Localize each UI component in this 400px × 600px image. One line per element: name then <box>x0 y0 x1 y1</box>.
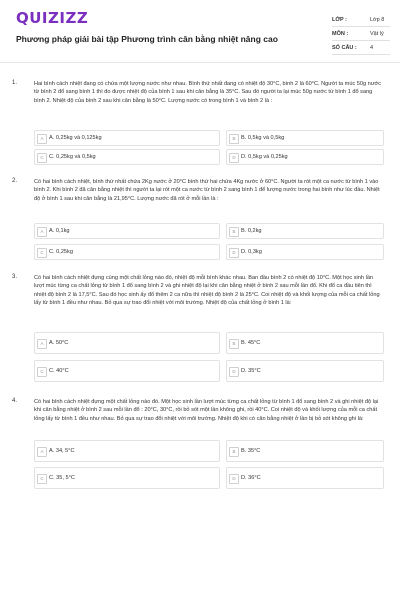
meta-subject-value: Vật lý <box>370 31 384 37</box>
option-text: A. 34, 5°C <box>49 448 75 454</box>
option-letter: A <box>37 227 47 237</box>
option-b[interactable] <box>226 223 384 239</box>
option-a[interactable] <box>34 130 220 146</box>
option-letter: D <box>229 248 239 258</box>
question-number: 2. <box>12 178 18 184</box>
meta-subject-label: MÔN : <box>332 31 349 37</box>
divider <box>332 26 390 27</box>
worksheet-header <box>0 0 400 63</box>
question-text: Có hai bình cách nhiệt đựng một chất lỏng nào đó. Một học sinh lần lượt múc từng ca chất lỏng từ bình 1 đổ sang bình 2 và ghi nhiệt độ lại khi cân bằng nhiệt ở bình 2 sau mỗi lần đổ : 20°C, 30°C, rồi bỏ sót một lần không ghi, rồi 40°C. Coi nhiệt độ và khối lượng của mỗi ca chất lỏng lấy từ bình 1 đều như nhau. Bỏ qua sự trao đổi nhiệt với môi trường. Nhiệt độ khi có cân bằng nhiệt ở lần bị bỏ sót không ghi là: <box>34 399 379 422</box>
option-letter: C <box>37 248 47 258</box>
option-text: A. 0,1kg <box>49 228 70 234</box>
option-text: D. 35°C <box>241 368 261 374</box>
option-text: B. 35°C <box>241 448 261 454</box>
question-text: Hai bình cách nhiệt đang có chứa một lượng nước như nhau. Bình thứ nhất đang có nhiệt độ 30°C, bình 2 là 60°C. Người ta múc 50g nước từ bình 2 đổ sang bình 1 thì đo được nhiệt độ của bình 1 sau khi cân bằng là 35°C. Sau đó người ta lại múc 50g nước từ bình 1 đổ sang bình 2. Nhiệt độ của bình 2 sau khi cân bằng là 50°C. Lượng nước có trong bình 1 và bình 2 là : <box>34 81 382 104</box>
option-text: D. 0,3kg <box>241 249 262 255</box>
option-a[interactable] <box>34 332 220 354</box>
option-text: C. 40°C <box>49 368 69 374</box>
option-c[interactable] <box>34 467 220 489</box>
option-text: B. 45°C <box>241 340 261 346</box>
option-a[interactable] <box>34 223 220 239</box>
question-number: 1. <box>12 80 18 86</box>
option-a[interactable] <box>34 440 220 462</box>
option-letter: B <box>229 134 239 144</box>
option-letter: D <box>229 153 239 163</box>
option-letter: C <box>37 474 47 484</box>
option-b[interactable] <box>226 130 384 146</box>
option-d[interactable] <box>226 467 384 489</box>
option-letter: D <box>229 474 239 484</box>
meta-count-value: 4 <box>370 45 374 51</box>
option-text: A. 50°C <box>49 340 69 346</box>
meta-count-label: SỐ CÂU : <box>332 45 357 51</box>
option-d[interactable] <box>226 244 384 260</box>
option-letter: B <box>229 227 239 237</box>
option-letter: D <box>229 367 239 377</box>
option-text: C. 35, 5°C <box>49 475 75 481</box>
option-c[interactable] <box>34 149 220 165</box>
meta-class-value: Lớp 8 <box>370 17 385 23</box>
option-b[interactable] <box>226 440 384 462</box>
question-text: Có hai bình cách nhiệt, bình thứ nhất chứa 2Kg nước ở 20°C bình thứ hai chứa 4Kg nước ở 60°C. Người ta rót một ca nước từ bình 1 vào bình 2. Khi bình 2 đã cân bằng nhiệt thì người ta lại rót một ca nước từ bình 2 sang bình 1 để lượng nước trong hai bình như lúc đầu. Nhiệt độ ở bình 1 sau khi cân bằng là 21,95°C. Lượng nước đã rót ở mỗi lần là : <box>34 179 380 202</box>
question-number: 3. <box>12 274 18 280</box>
page-title: Phương pháp giải bài tập Phương trình cân bằng nhiệt nâng cao <box>16 34 278 44</box>
quizizz-logo: QUIZIZZ <box>16 9 89 27</box>
option-text: D. 36°C <box>241 475 261 481</box>
option-text: B. 0,5kg và 0,5kg <box>241 135 285 141</box>
option-d[interactable] <box>226 149 384 165</box>
option-letter: B <box>229 339 239 349</box>
option-letter: A <box>37 134 47 144</box>
option-text: C. 0,25kg và 0,5kg <box>49 154 96 160</box>
option-c[interactable] <box>34 360 220 382</box>
question-text: Có hai bình cách nhiệt đựng cùng một chất lỏng nào đó, nhiệt độ mỗi bình khác nhau. Ban đầu bình 2 có nhiệt độ 10°C. Một học sinh lần lượt múc từng ca chất lỏng từ bình 1 đổ sang bình 2 và ghi nhiệt độ lại khi cân bằng nhiệt ở bình 2 sau mỗi lần đổ. Khi đổ ca đầu tiên thì nhiệt độ bình 2 là 17,5°C. Sau đó học sinh ấy đổ thêm 2 ca nữa thì nhiệt độ bình 2 là 25°C. Coi nhiệt độ và khối lượng của mỗi ca chất lỏng lấy từ bình 1 đều như nhau. Bỏ qua sự trao đổi nhiệt với môi trường. Nhiệt độ của chất lỏng ở bình 1 là: <box>34 275 380 307</box>
option-letter: A <box>37 447 47 457</box>
option-text: C. 0,25kg <box>49 249 73 255</box>
option-letter: A <box>37 339 47 349</box>
divider <box>332 54 390 55</box>
option-b[interactable] <box>226 332 384 354</box>
meta-class-label: LỚP : <box>332 17 347 23</box>
option-text: A. 0,25kg và 0,125kg <box>49 135 102 141</box>
option-letter: B <box>229 447 239 457</box>
question-number: 4. <box>12 398 18 404</box>
option-c[interactable] <box>34 244 220 260</box>
divider <box>332 40 390 41</box>
option-text: B. 0,2kg <box>241 228 262 234</box>
option-d[interactable] <box>226 360 384 382</box>
option-letter: C <box>37 153 47 163</box>
option-text: D. 0,5kg và 0,25kg <box>241 154 288 160</box>
option-letter: C <box>37 367 47 377</box>
